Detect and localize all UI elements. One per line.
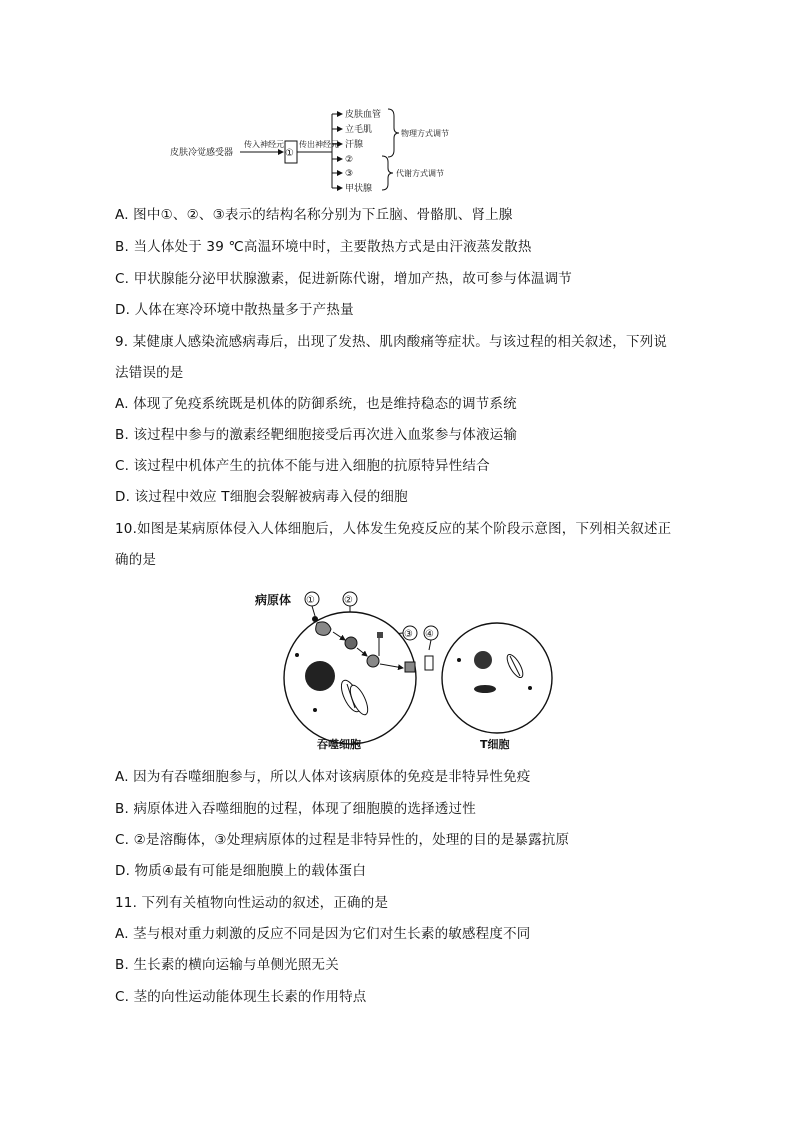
q10-option-a: A. 因为有吞噬细胞参与，所以人体对该病原体的免疫是非特异性免疫 <box>115 769 531 785</box>
physical-brace <box>388 109 399 157</box>
tcell-nucleus <box>474 651 492 669</box>
receptor-4 <box>425 656 433 670</box>
immune-diagram <box>255 588 555 753</box>
marker-2: ② <box>344 595 353 606</box>
q10-option-d: D. 物质④最有可能是细胞膜上的载体蛋白 <box>115 863 367 879</box>
antigen-complex <box>405 662 415 672</box>
phagocyte-label: 吞噬细胞 <box>317 738 361 751</box>
marker-4: ④ <box>425 629 434 640</box>
q8-option-b: B. 当人体处于 39 ℃高温环境中时，主要散热方式是由汗液蒸发散热 <box>115 239 532 255</box>
lysosome-vesicle <box>345 637 357 649</box>
phagocyte-cell <box>284 612 416 744</box>
tcell-label: T细胞 <box>480 738 510 751</box>
q11-option-a: A. 茎与根对重力刺激的反应不同是因为它们对生长素的敏感程度不同 <box>115 926 531 942</box>
marker-3: ③ <box>404 629 413 640</box>
afferent-label: 传入神经元 <box>244 140 284 149</box>
thermoregulation-diagram <box>170 104 470 194</box>
q9-stem-1: 9. 某健康人感染流感病毒后，出现了发热、肌肉酸痛等症状。与该过程的相关叙述，下列说 <box>115 334 668 350</box>
physical-regulation-label: 物理方式调节 <box>401 129 449 138</box>
target-2: ② <box>345 155 354 165</box>
phagocyte-nucleus <box>305 661 335 691</box>
q10-option-c: C. ②是溶酶体，③处理病原体的过程是非特异性的，处理的目的是暴露抗原 <box>115 832 570 848</box>
q9-option-b: B. 该过程中参与的激素经靶细胞接受后再次进入血浆参与体液运输 <box>115 427 518 443</box>
tcell-cell <box>442 623 552 733</box>
target-arrector-muscle: 立毛肌 <box>345 125 373 135</box>
q10-stem-1: 10.如图是某病原体侵入人体细胞后，人体发生免疫反应的某个阶段示意图，下列相关叙述正 <box>115 521 672 537</box>
metabolic-brace <box>382 156 393 190</box>
metabolic-regulation-label: 代谢方式调节 <box>396 169 444 178</box>
pathogen-label: 病原体 <box>255 593 292 607</box>
q8-option-c: C. 甲状腺能分泌甲状腺激素，促进新陈代谢，增加产热，故可参与体温调节 <box>115 271 573 287</box>
q9-option-a: A. 体现了免疫系统既是机体的防御系统，也是维持稳态的调节系统 <box>115 396 517 412</box>
q8-option-d: D. 人体在寒冷环境中散热量多于产热量 <box>115 302 354 318</box>
tcell-organelle <box>474 685 496 693</box>
q8-option-a: A. 图中①、②、③表示的结构名称分别为下丘脑、骨骼肌、肾上腺 <box>115 207 513 223</box>
target-sweat-gland: 汗腺 <box>345 140 364 150</box>
pathogen-dot <box>312 616 318 622</box>
receptor-label: 皮肤冷觉感受器 <box>170 148 234 158</box>
target-skin-vessel: 皮肤血管 <box>345 110 382 120</box>
processing-vesicle <box>367 655 379 667</box>
q11-option-c: C. 茎的向性运动能体现生长素的作用特点 <box>115 989 367 1005</box>
q9-option-d: D. 该过程中效应 T细胞会裂解被病毒入侵的细胞 <box>115 489 408 505</box>
marker-1: ① <box>306 595 315 606</box>
center-label: ① <box>285 148 294 159</box>
q11-stem: 11. 下列有关植物向性运动的叙述，正确的是 <box>115 895 389 911</box>
efferent-label: 传出神经元 <box>299 140 339 149</box>
q10-stem-2: 确的是 <box>115 552 157 568</box>
target-3: ③ <box>345 169 354 179</box>
q9-stem-2: 法错误的是 <box>115 365 184 381</box>
q9-option-c: C. 该过程中机体产生的抗体不能与进入细胞的抗原特异性结合 <box>115 458 490 474</box>
target-thyroid: 甲状腺 <box>345 184 373 194</box>
target-arrows <box>332 114 342 188</box>
q11-option-b: B. 生长素的横向运输与单侧光照无关 <box>115 957 339 973</box>
q10-option-b: B. 病原体进入吞噬细胞的过程，体现了细胞膜的选择透过性 <box>115 801 476 817</box>
